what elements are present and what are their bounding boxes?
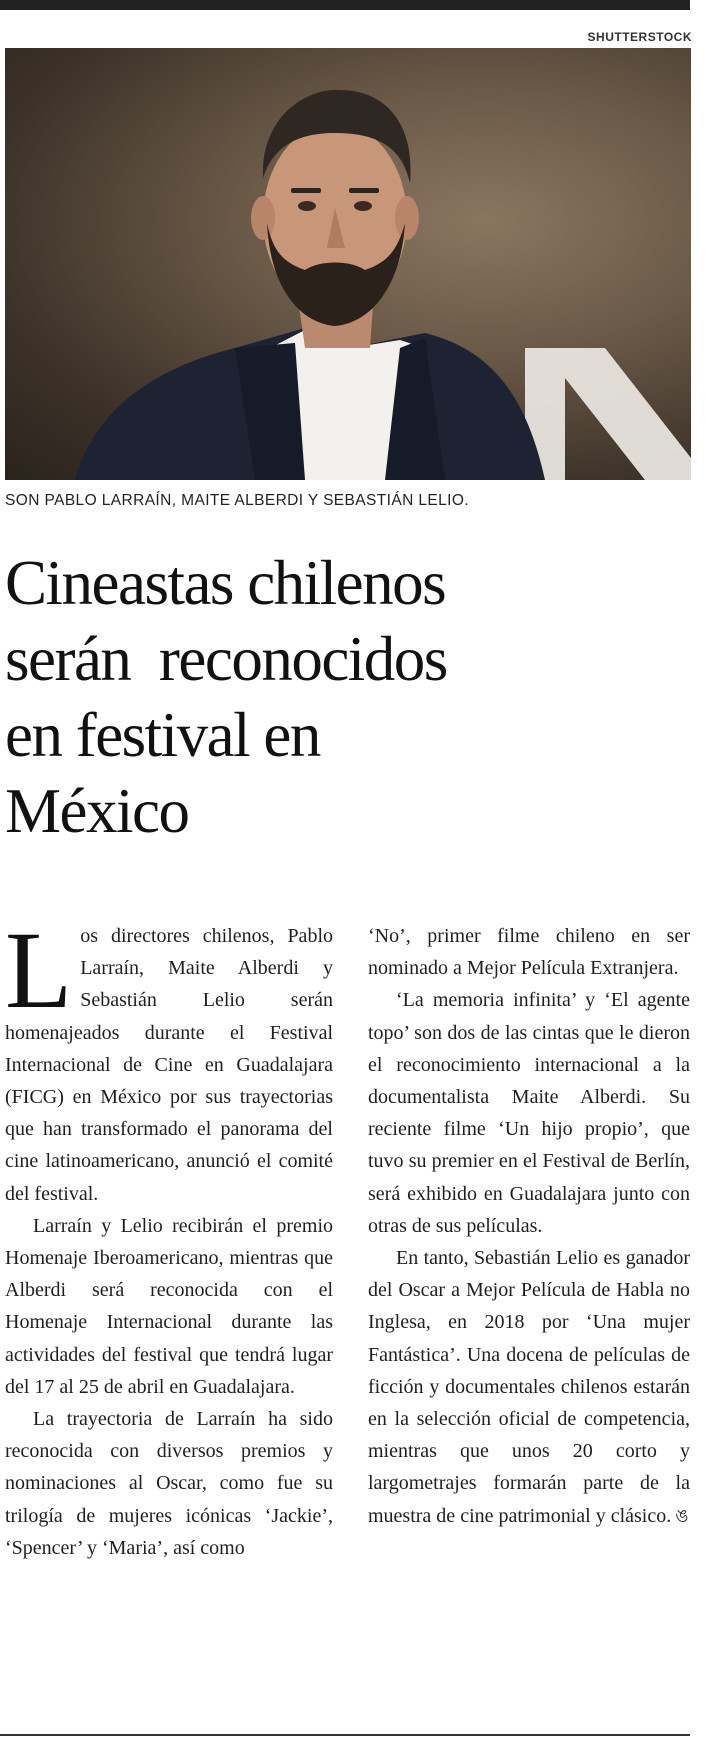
article-headline	[5, 545, 695, 849]
portrait-illustration	[5, 48, 691, 480]
drop-cap: L	[5, 909, 73, 1031]
headline-line-4: México	[5, 776, 189, 846]
photo-caption: SON PABLO LARRAÍN, MAITE ALBERDI Y SEBASTIÁN LELIO.	[5, 492, 470, 509]
headline-line-3: en festival en	[5, 700, 320, 770]
paragraph-3: La trayectoria de Larraín ha sido reconocida con diversos premios y nominaciones al Oscar, como fue su trilogía de mujeres icónicas ‘Jackie’, ‘Spencer’ y ‘Maria’, así como	[5, 1408, 333, 1559]
article-column-right	[368, 920, 690, 1532]
paragraph-4: ‘La memoria infinita’ y ‘El agente topo’ son dos de las cintas que le dieron el reconocimiento internacional a la documentalista Maite Alberdi. Su reciente filme ‘Un hijo propio’, que tuvo su premier en el Festival de Berlín, será exhibido en Guadalajara junto con otras de sus películas.	[368, 989, 690, 1237]
top-rule	[0, 0, 690, 10]
headline-line-1: Cineastas chilenos	[5, 548, 446, 618]
paragraph-5	[368, 1242, 690, 1532]
headline-line-2: serán reconocidos	[5, 624, 447, 694]
photo-credit: SHUTTERSTOCK	[587, 30, 692, 44]
article-photo	[5, 48, 691, 480]
paragraph-1-text: os directores chilenos, Pablo Larraín, Maite Alberdi y Sebastián Lelio serán homenajeados durante el Festival Internacional de Cine en Guadalajara (FICG) en México por sus trayectorias que han transformado el panorama del cine latinoamericano, anunció el comité del festival.	[5, 925, 333, 1205]
end-mark-icon: ঙ	[675, 1505, 689, 1526]
bottom-rule	[0, 1734, 690, 1736]
paragraph-3-continued: ‘No’, primer filme chileno en ser nominado a Mejor Película Extranjera.	[368, 925, 690, 980]
paragraph-1	[5, 909, 333, 1210]
paragraph-5-text: En tanto, Sebastián Lelio es ganador del Oscar a Mejor Película de Habla no Inglesa, en 2018 por ‘Una mujer Fantástica’. Una docena de películas de ficción y documentales chilenos estarán en la selección oficial de competencia, mientras que unos 20 corto y largometrajes formarán parte de la muestra de cine patrimonial y clásico.	[368, 1247, 690, 1527]
paragraph-2: Larraín y Lelio recibirán el premio Homenaje Iberoamericano, mientras que Alberdi será reconocida con el Homenaje Internacional durante las actividades del festival que tendrá lugar del 17 al 25 de abril en Guadalajara.	[5, 1214, 333, 1398]
article-column-left	[5, 909, 333, 1564]
